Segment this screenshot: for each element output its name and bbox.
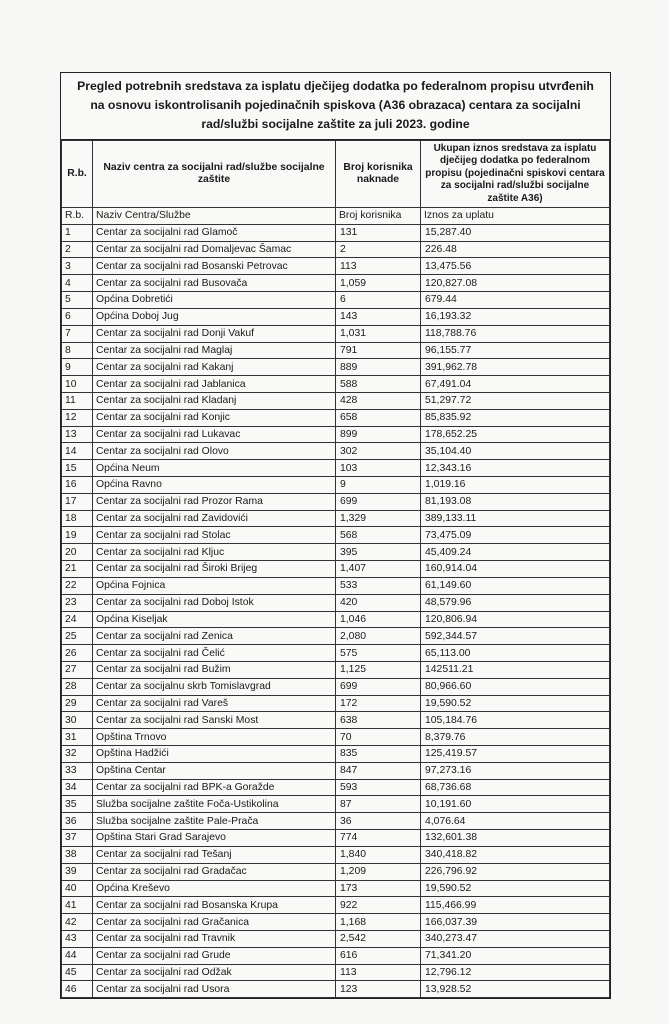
header-iznos: Ukupan iznos sredstava za isplatu dječijeg dodatka po federalnom propisu (pojedinačni spiskovi centara za socijalni rad/službi socijalne zaštite A36) bbox=[421, 141, 610, 208]
table-row bbox=[62, 779, 610, 796]
cell-iznos: 15,287.40 bbox=[421, 224, 610, 241]
cell-broj: 575 bbox=[336, 645, 421, 662]
cell-broj: 1,059 bbox=[336, 275, 421, 292]
cell-rb: 12 bbox=[62, 409, 93, 426]
subheader-naziv: Naziv Centra/Službe bbox=[93, 208, 336, 225]
table-row bbox=[62, 661, 610, 678]
cell-naziv: Centar za socijalni rad Odžak bbox=[93, 964, 336, 981]
cell-broj: 533 bbox=[336, 577, 421, 594]
cell-broj: 588 bbox=[336, 376, 421, 393]
cell-rb: 5 bbox=[62, 292, 93, 309]
cell-rb: 6 bbox=[62, 308, 93, 325]
cell-rb: 30 bbox=[62, 712, 93, 729]
cell-naziv: Centar za socijalni rad Gračanica bbox=[93, 914, 336, 931]
cell-naziv: Centar za socijalni rad Stolac bbox=[93, 527, 336, 544]
cell-rb: 19 bbox=[62, 527, 93, 544]
cell-iznos: 13,475.56 bbox=[421, 258, 610, 275]
cell-iznos: 45,409.24 bbox=[421, 544, 610, 561]
cell-rb: 44 bbox=[62, 947, 93, 964]
cell-iznos: 51,297.72 bbox=[421, 392, 610, 409]
cell-broj: 1,046 bbox=[336, 611, 421, 628]
table-row bbox=[62, 981, 610, 998]
table-row bbox=[62, 493, 610, 510]
table-subheader-row bbox=[62, 208, 610, 225]
cell-rb: 35 bbox=[62, 796, 93, 813]
cell-iznos: 19,590.52 bbox=[421, 695, 610, 712]
cell-rb: 8 bbox=[62, 342, 93, 359]
cell-broj: 2,080 bbox=[336, 628, 421, 645]
cell-naziv: Centar za socijalni rad Doboj Istok bbox=[93, 594, 336, 611]
subheader-rb: R.b. bbox=[62, 208, 93, 225]
cell-rb: 2 bbox=[62, 241, 93, 258]
cell-broj: 774 bbox=[336, 830, 421, 847]
cell-naziv: Općina Kiseljak bbox=[93, 611, 336, 628]
cell-iznos: 115,466.99 bbox=[421, 897, 610, 914]
table-row bbox=[62, 426, 610, 443]
cell-naziv: Općina Neum bbox=[93, 460, 336, 477]
cell-broj: 699 bbox=[336, 493, 421, 510]
cell-naziv: Služba socijalne zaštite Foča-Ustikolina bbox=[93, 796, 336, 813]
cell-broj: 847 bbox=[336, 762, 421, 779]
cell-broj: 87 bbox=[336, 796, 421, 813]
cell-naziv: Centar za socijalni rad Busovača bbox=[93, 275, 336, 292]
cell-rb: 41 bbox=[62, 897, 93, 914]
cell-broj: 113 bbox=[336, 964, 421, 981]
cell-naziv: Centar za socijalni rad Lukavac bbox=[93, 426, 336, 443]
cell-rb: 36 bbox=[62, 813, 93, 830]
subheader-iznos: Iznos za uplatu bbox=[421, 208, 610, 225]
cell-broj: 113 bbox=[336, 258, 421, 275]
cell-rb: 42 bbox=[62, 914, 93, 931]
cell-broj: 70 bbox=[336, 729, 421, 746]
cell-broj: 568 bbox=[336, 527, 421, 544]
cell-naziv: Centar za socijalni rad Kakanj bbox=[93, 359, 336, 376]
cell-broj: 1,407 bbox=[336, 561, 421, 578]
cell-iznos: 125,419.57 bbox=[421, 746, 610, 763]
cell-rb: 37 bbox=[62, 830, 93, 847]
cell-rb: 38 bbox=[62, 846, 93, 863]
table-row bbox=[62, 930, 610, 947]
table-row bbox=[62, 813, 610, 830]
cell-broj: 143 bbox=[336, 308, 421, 325]
cell-iznos: 80,966.60 bbox=[421, 678, 610, 695]
cell-broj: 2 bbox=[336, 241, 421, 258]
cell-iznos: 105,184.76 bbox=[421, 712, 610, 729]
cell-naziv: Centar za socijalni rad Vareš bbox=[93, 695, 336, 712]
table-row bbox=[62, 830, 610, 847]
cell-broj: 616 bbox=[336, 947, 421, 964]
cell-broj: 428 bbox=[336, 392, 421, 409]
cell-rb: 1 bbox=[62, 224, 93, 241]
cell-rb: 3 bbox=[62, 258, 93, 275]
table-row bbox=[62, 594, 610, 611]
cell-naziv: Centar za socijalni rad Čelić bbox=[93, 645, 336, 662]
cell-iznos: 35,104.40 bbox=[421, 443, 610, 460]
cell-broj: 1,209 bbox=[336, 863, 421, 880]
table-row bbox=[62, 880, 610, 897]
cell-rb: 23 bbox=[62, 594, 93, 611]
cell-naziv: Centar za socijalni rad Kladanj bbox=[93, 392, 336, 409]
cell-broj: 658 bbox=[336, 409, 421, 426]
cell-naziv: Opština Centar bbox=[93, 762, 336, 779]
cell-broj: 2,542 bbox=[336, 930, 421, 947]
cell-iznos: 340,418.82 bbox=[421, 846, 610, 863]
table-row bbox=[62, 678, 610, 695]
table-row bbox=[62, 964, 610, 981]
cell-iznos: 19,590.52 bbox=[421, 880, 610, 897]
cell-naziv: Centar za socijalni rad Donji Vakuf bbox=[93, 325, 336, 342]
cell-rb: 17 bbox=[62, 493, 93, 510]
cell-rb: 9 bbox=[62, 359, 93, 376]
cell-broj: 1,329 bbox=[336, 510, 421, 527]
cell-iznos: 73,475.09 bbox=[421, 527, 610, 544]
cell-broj: 593 bbox=[336, 779, 421, 796]
cell-rb: 14 bbox=[62, 443, 93, 460]
cell-iznos: 120,827.08 bbox=[421, 275, 610, 292]
cell-naziv: Općina Doboj Jug bbox=[93, 308, 336, 325]
cell-rb: 11 bbox=[62, 392, 93, 409]
cell-iznos: 226,796.92 bbox=[421, 863, 610, 880]
table-header-row bbox=[62, 141, 610, 208]
table-row bbox=[62, 359, 610, 376]
cell-naziv: Centar za socijalni rad Bosanska Krupa bbox=[93, 897, 336, 914]
cell-naziv: Centar za socijalni rad Grude bbox=[93, 947, 336, 964]
cell-naziv: Centar za socijalnu skrb Tomislavgrad bbox=[93, 678, 336, 695]
table-row bbox=[62, 275, 610, 292]
cell-broj: 889 bbox=[336, 359, 421, 376]
cell-iznos: 592,344.57 bbox=[421, 628, 610, 645]
cell-naziv: Centar za socijalni rad Zenica bbox=[93, 628, 336, 645]
cell-broj: 131 bbox=[336, 224, 421, 241]
table-row bbox=[62, 863, 610, 880]
table-row bbox=[62, 914, 610, 931]
table-row bbox=[62, 342, 610, 359]
cell-naziv: Centar za socijalni rad Tešanj bbox=[93, 846, 336, 863]
table-row bbox=[62, 729, 610, 746]
cell-iznos: 13,928.52 bbox=[421, 981, 610, 998]
cell-iznos: 142511.21 bbox=[421, 661, 610, 678]
cell-naziv: Općina Kreševo bbox=[93, 880, 336, 897]
table-row bbox=[62, 527, 610, 544]
table-row bbox=[62, 628, 610, 645]
table-row bbox=[62, 409, 610, 426]
cell-broj: 699 bbox=[336, 678, 421, 695]
table-row bbox=[62, 510, 610, 527]
cell-iznos: 10,191.60 bbox=[421, 796, 610, 813]
cell-naziv: Centar za socijalni rad BPK-a Goražde bbox=[93, 779, 336, 796]
cell-broj: 395 bbox=[336, 544, 421, 561]
cell-naziv: Centar za socijalni rad Prozor Rama bbox=[93, 493, 336, 510]
cell-rb: 39 bbox=[62, 863, 93, 880]
data-table bbox=[61, 140, 610, 998]
cell-iznos: 118,788.76 bbox=[421, 325, 610, 342]
table-row bbox=[62, 308, 610, 325]
cell-naziv: Centar za socijalni rad Sanski Most bbox=[93, 712, 336, 729]
cell-iznos: 679.44 bbox=[421, 292, 610, 309]
cell-iznos: 8,379.76 bbox=[421, 729, 610, 746]
cell-naziv: Centar za socijalni rad Maglaj bbox=[93, 342, 336, 359]
cell-iznos: 71,341.20 bbox=[421, 947, 610, 964]
cell-rb: 27 bbox=[62, 661, 93, 678]
cell-rb: 45 bbox=[62, 964, 93, 981]
cell-rb: 13 bbox=[62, 426, 93, 443]
subheader-broj: Broj korisnika bbox=[336, 208, 421, 225]
cell-rb: 29 bbox=[62, 695, 93, 712]
cell-broj: 123 bbox=[336, 981, 421, 998]
cell-rb: 32 bbox=[62, 746, 93, 763]
cell-naziv: Centar za socijalni rad Domaljevac Šamac bbox=[93, 241, 336, 258]
cell-rb: 16 bbox=[62, 477, 93, 494]
cell-broj: 899 bbox=[336, 426, 421, 443]
cell-naziv: Centar za socijalni rad Bužim bbox=[93, 661, 336, 678]
table-row bbox=[62, 746, 610, 763]
table-row bbox=[62, 292, 610, 309]
cell-rb: 21 bbox=[62, 561, 93, 578]
cell-broj: 9 bbox=[336, 477, 421, 494]
table-row bbox=[62, 712, 610, 729]
table-row bbox=[62, 325, 610, 342]
cell-naziv: Općina Dobretići bbox=[93, 292, 336, 309]
table-row bbox=[62, 561, 610, 578]
cell-broj: 302 bbox=[336, 443, 421, 460]
cell-iznos: 81,193.08 bbox=[421, 493, 610, 510]
cell-rb: 34 bbox=[62, 779, 93, 796]
cell-naziv: Centar za socijalni rad Jablanica bbox=[93, 376, 336, 393]
cell-naziv: Opština Stari Grad Sarajevo bbox=[93, 830, 336, 847]
cell-naziv: Centar za socijalni rad Glamoč bbox=[93, 224, 336, 241]
cell-broj: 6 bbox=[336, 292, 421, 309]
header-rb: R.b. bbox=[62, 141, 93, 208]
cell-iznos: 96,155.77 bbox=[421, 342, 610, 359]
table-row bbox=[62, 947, 610, 964]
cell-naziv: Centar za socijalni rad Bosanski Petrovac bbox=[93, 258, 336, 275]
cell-naziv: Centar za socijalni rad Gradačac bbox=[93, 863, 336, 880]
cell-iznos: 12,343.16 bbox=[421, 460, 610, 477]
cell-rb: 15 bbox=[62, 460, 93, 477]
cell-iznos: 12,796.12 bbox=[421, 964, 610, 981]
cell-iznos: 178,652.25 bbox=[421, 426, 610, 443]
table-row bbox=[62, 577, 610, 594]
cell-broj: 172 bbox=[336, 695, 421, 712]
table-row bbox=[62, 544, 610, 561]
table-row bbox=[62, 241, 610, 258]
table-row bbox=[62, 695, 610, 712]
cell-iznos: 120,806.94 bbox=[421, 611, 610, 628]
table-row bbox=[62, 443, 610, 460]
cell-iznos: 160,914.04 bbox=[421, 561, 610, 578]
cell-rb: 10 bbox=[62, 376, 93, 393]
cell-naziv: Opština Hadžići bbox=[93, 746, 336, 763]
cell-broj: 420 bbox=[336, 594, 421, 611]
table-row bbox=[62, 645, 610, 662]
cell-rb: 46 bbox=[62, 981, 93, 998]
cell-iznos: 166,037.39 bbox=[421, 914, 610, 931]
header-naziv: Naziv centra za socijalni rad/službe socijalne zaštite bbox=[93, 141, 336, 208]
cell-iznos: 389,133.11 bbox=[421, 510, 610, 527]
cell-iznos: 340,273.47 bbox=[421, 930, 610, 947]
cell-broj: 791 bbox=[336, 342, 421, 359]
cell-rb: 24 bbox=[62, 611, 93, 628]
table-row bbox=[62, 224, 610, 241]
cell-iznos: 1,019.16 bbox=[421, 477, 610, 494]
cell-iznos: 85,835.92 bbox=[421, 409, 610, 426]
cell-rb: 18 bbox=[62, 510, 93, 527]
cell-naziv: Centar za socijalni rad Kljuc bbox=[93, 544, 336, 561]
cell-rb: 7 bbox=[62, 325, 93, 342]
table-row bbox=[62, 762, 610, 779]
cell-iznos: 226.48 bbox=[421, 241, 610, 258]
table-row bbox=[62, 477, 610, 494]
cell-iznos: 16,193.32 bbox=[421, 308, 610, 325]
table-row bbox=[62, 796, 610, 813]
cell-naziv: Centar za socijalni rad Olovo bbox=[93, 443, 336, 460]
cell-naziv: Centar za socijalni rad Konjic bbox=[93, 409, 336, 426]
cell-broj: 1,840 bbox=[336, 846, 421, 863]
document-table-frame bbox=[60, 72, 611, 999]
cell-iznos: 68,736.68 bbox=[421, 779, 610, 796]
cell-naziv: Centar za socijalni rad Zavidovići bbox=[93, 510, 336, 527]
cell-broj: 638 bbox=[336, 712, 421, 729]
cell-naziv: Centar za socijalni rad Travnik bbox=[93, 930, 336, 947]
header-broj: Broj korisnika naknade bbox=[336, 141, 421, 208]
table-row bbox=[62, 376, 610, 393]
cell-naziv: Opština Trnovo bbox=[93, 729, 336, 746]
cell-iznos: 67,491.04 bbox=[421, 376, 610, 393]
cell-iznos: 391,962.78 bbox=[421, 359, 610, 376]
cell-broj: 1,168 bbox=[336, 914, 421, 931]
cell-broj: 835 bbox=[336, 746, 421, 763]
cell-iznos: 48,579.96 bbox=[421, 594, 610, 611]
cell-broj: 36 bbox=[336, 813, 421, 830]
cell-naziv: Centar za socijalni rad Široki Brijeg bbox=[93, 561, 336, 578]
table-row bbox=[62, 460, 610, 477]
cell-iznos: 61,149.60 bbox=[421, 577, 610, 594]
cell-broj: 1,125 bbox=[336, 661, 421, 678]
document-title: Pregled potrebnih sredstava za isplatu dječijeg dodatka po federalnom propisu utvrđenih na osnovu iskontrolisanih pojedinačnih spiskova (A36 obrazaca) centara za socijalni rad/službi socijalne zaštite za juli 2023. godine bbox=[61, 73, 610, 140]
cell-rb: 40 bbox=[62, 880, 93, 897]
cell-naziv: Općina Fojnica bbox=[93, 577, 336, 594]
table-row bbox=[62, 258, 610, 275]
cell-iznos: 132,601.38 bbox=[421, 830, 610, 847]
cell-broj: 1,031 bbox=[336, 325, 421, 342]
cell-naziv: Općina Ravno bbox=[93, 477, 336, 494]
cell-broj: 173 bbox=[336, 880, 421, 897]
cell-iznos: 4,076.64 bbox=[421, 813, 610, 830]
cell-rb: 20 bbox=[62, 544, 93, 561]
cell-iznos: 65,113.00 bbox=[421, 645, 610, 662]
cell-rb: 26 bbox=[62, 645, 93, 662]
cell-naziv: Služba socijalne zaštite Pale-Prača bbox=[93, 813, 336, 830]
cell-broj: 922 bbox=[336, 897, 421, 914]
cell-rb: 31 bbox=[62, 729, 93, 746]
cell-rb: 43 bbox=[62, 930, 93, 947]
cell-rb: 4 bbox=[62, 275, 93, 292]
table-row bbox=[62, 897, 610, 914]
table-row bbox=[62, 611, 610, 628]
table-body bbox=[62, 208, 610, 998]
cell-broj: 103 bbox=[336, 460, 421, 477]
cell-rb: 28 bbox=[62, 678, 93, 695]
cell-rb: 22 bbox=[62, 577, 93, 594]
table-row bbox=[62, 846, 610, 863]
cell-rb: 25 bbox=[62, 628, 93, 645]
cell-naziv: Centar za socijalni rad Usora bbox=[93, 981, 336, 998]
cell-iznos: 97,273.16 bbox=[421, 762, 610, 779]
cell-rb: 33 bbox=[62, 762, 93, 779]
table-row bbox=[62, 392, 610, 409]
